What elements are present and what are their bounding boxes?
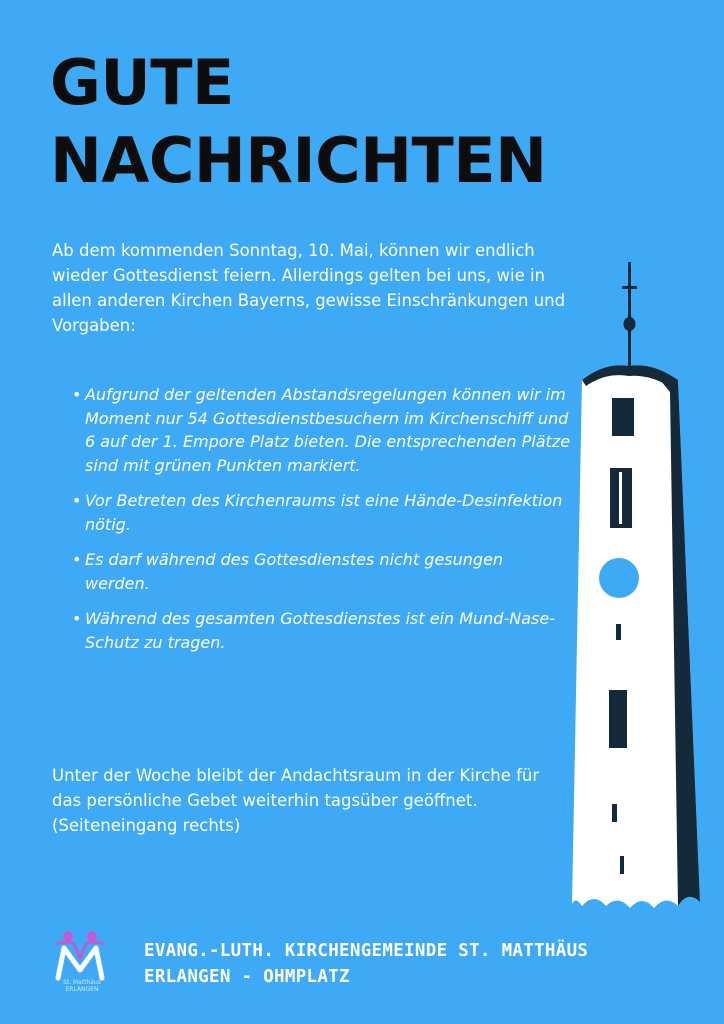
footer-line-2: ERLANGEN - OHMPLATZ [144,967,350,987]
logo-caption-line-2: ERLANGEN [65,986,99,993]
rule-text: Es darf während des Gottesdienstes nicht gesungen werden. [85,550,504,593]
rule-item [72,548,572,595]
logo-caption-line-1: St. Matthäus [63,979,101,986]
rules-list [72,383,572,666]
bullet-icon: • [72,550,82,569]
headline-line-2: NACHRICHTEN [50,124,547,197]
bullet-icon: • [72,385,82,404]
headline-line-1: GUTE [50,46,234,119]
rule-item [72,607,572,654]
footer-line-1: EVANG.-LUTH. KIRCHENGEMEINDE ST. MATTHÄUS [144,941,589,961]
rule-text: Vor Betreten des Kirchenraums ist eine Hände-Desinfektion nötig. [85,491,563,534]
bullet-icon: • [72,609,82,628]
rule-text: Aufgrund der geltenden Abstandsregelungen können wir im Moment nur 54 Gottesdienstbesuchern im Kirchenschiff und 6 auf der 1. Empore Platz bieten. Die entsprechenden Plätze sind mit grünen Punkten markiert. [85,385,571,475]
rule-item [72,489,572,536]
closing-paragraph: Unter der Woche bleibt der Andachtsraum in der Kirche für das persönliche Gebet weiterhin tagsüber geöffnet. (Seiteneingang rechts) [52,766,540,835]
logo-caption [54,979,110,993]
rule-text: Während des gesamten Gottesdienstes ist ein Mund-Nase-Schutz zu tragen. [85,609,555,652]
headline [50,44,547,200]
bullet-icon: • [72,491,82,510]
church-tower-icon [560,262,700,912]
intro-paragraph: Ab dem kommenden Sonntag, 10. Mai, können wir endlich wieder Gottesdienst feiern. Allerdings gelten bei uns, wie in allen anderen Kirchen Bayerns, gewisse Einschränkungen und Vorgaben: [52,241,566,335]
rule-item [72,383,572,477]
footer-parish-name [144,938,588,990]
